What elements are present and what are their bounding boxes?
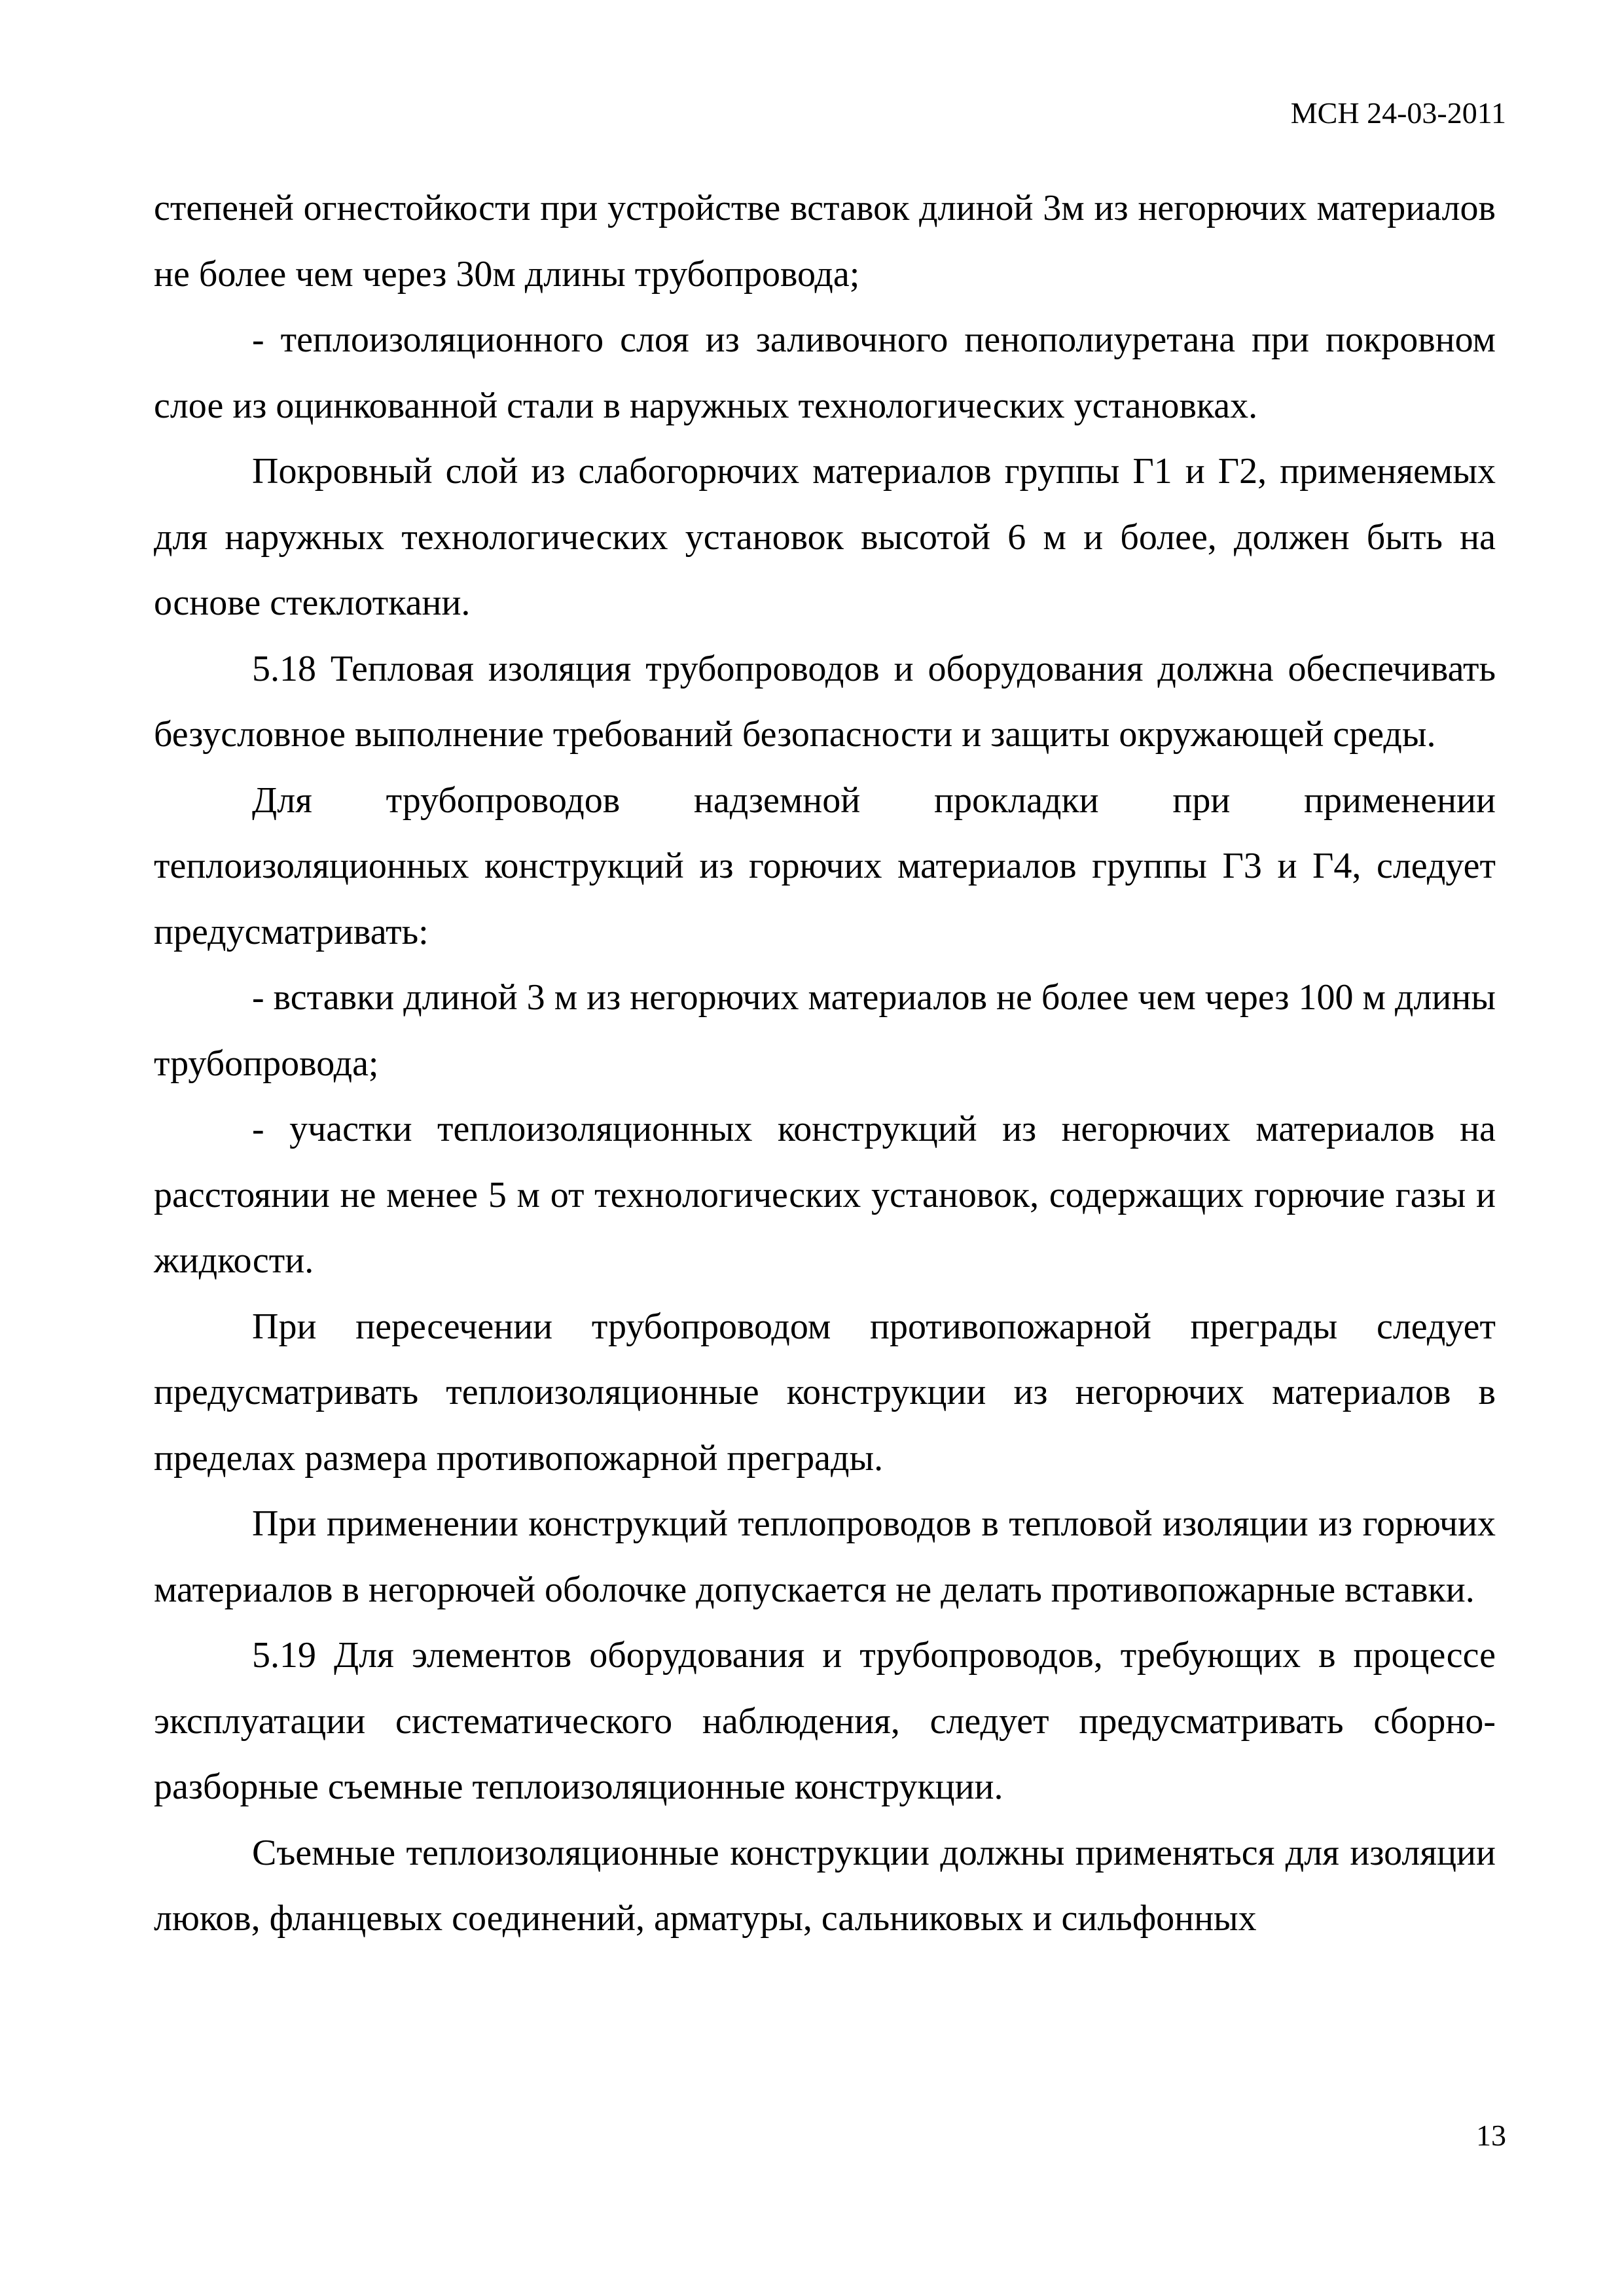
paragraph-list-item-sections: - участки теплоизоляционных конструкций из негорючих материалов на расстоянии не менее 5 м от технологических установок, содержащих горючие газы и жидкости. — [154, 1109, 1496, 1281]
paragraph-removable-structures: Съемные теплоизоляционные конструкции должны применяться для изоляции люков, фланцевых соединений, арматуры, сальниковых и сильфонных — [154, 1832, 1496, 1939]
paragraph-section-5-18: 5.18 Тепловая изоляция трубопроводов и оборудования должна обеспечивать безусловное выполнение требований безопасности и защиты окружающей среды. — [154, 648, 1496, 755]
paragraph-list-item-polyurethane: - теплоизоляционного слоя из заливочного пенополиуретана при покровном слое из оцинкованной стали в наружных технологических установках. — [154, 319, 1496, 426]
document-code: МСН 24-03-2011 — [1290, 96, 1506, 130]
paragraph-fire-barrier-crossing: При пересечении трубопроводом противопожарной преграды следует предусматривать теплоизоляционные конструкции из негорючих материалов в пределах размера противопожарной преграды. — [154, 1306, 1496, 1479]
paragraph-list-item-inserts: - вставки длиной 3 м из негорючих материалов не более чем через 100 м длины трубопровода; — [154, 977, 1496, 1084]
page-number: 13 — [1476, 2119, 1506, 2152]
body-text — [154, 175, 1496, 1952]
paragraph-continuation: степеней огнестойкости при устройстве вставок длиной 3м из негорючих материалов не более чем через 30м длины трубопровода; — [154, 188, 1496, 295]
paragraph-section-5-19: 5.19 Для элементов оборудования и трубопроводов, требующих в процессе эксплуатации систематического наблюдения, следует предусматривать сборно-разборные съемные теплоизоляционные конструкции. — [154, 1635, 1496, 1807]
paragraph-cover-layer: Покровный слой из слабогорючих материалов группы Г1 и Г2, применяемых для наружных технологических установок высотой 6 м и более, должен быть на основе стеклоткани. — [154, 451, 1496, 623]
paragraph-above-ground-pipelines: Для трубопроводов надземной прокладки при применении теплоизоляционных конструкций из горючих материалов группы Г3 и Г4, следует предусматривать: — [154, 780, 1496, 952]
paragraph-noncombustible-shell: При применении конструкций теплопроводов в тепловой изоляции из горючих материалов в негорючей оболочке допускается не делать противопожарные вставки. — [154, 1503, 1496, 1610]
